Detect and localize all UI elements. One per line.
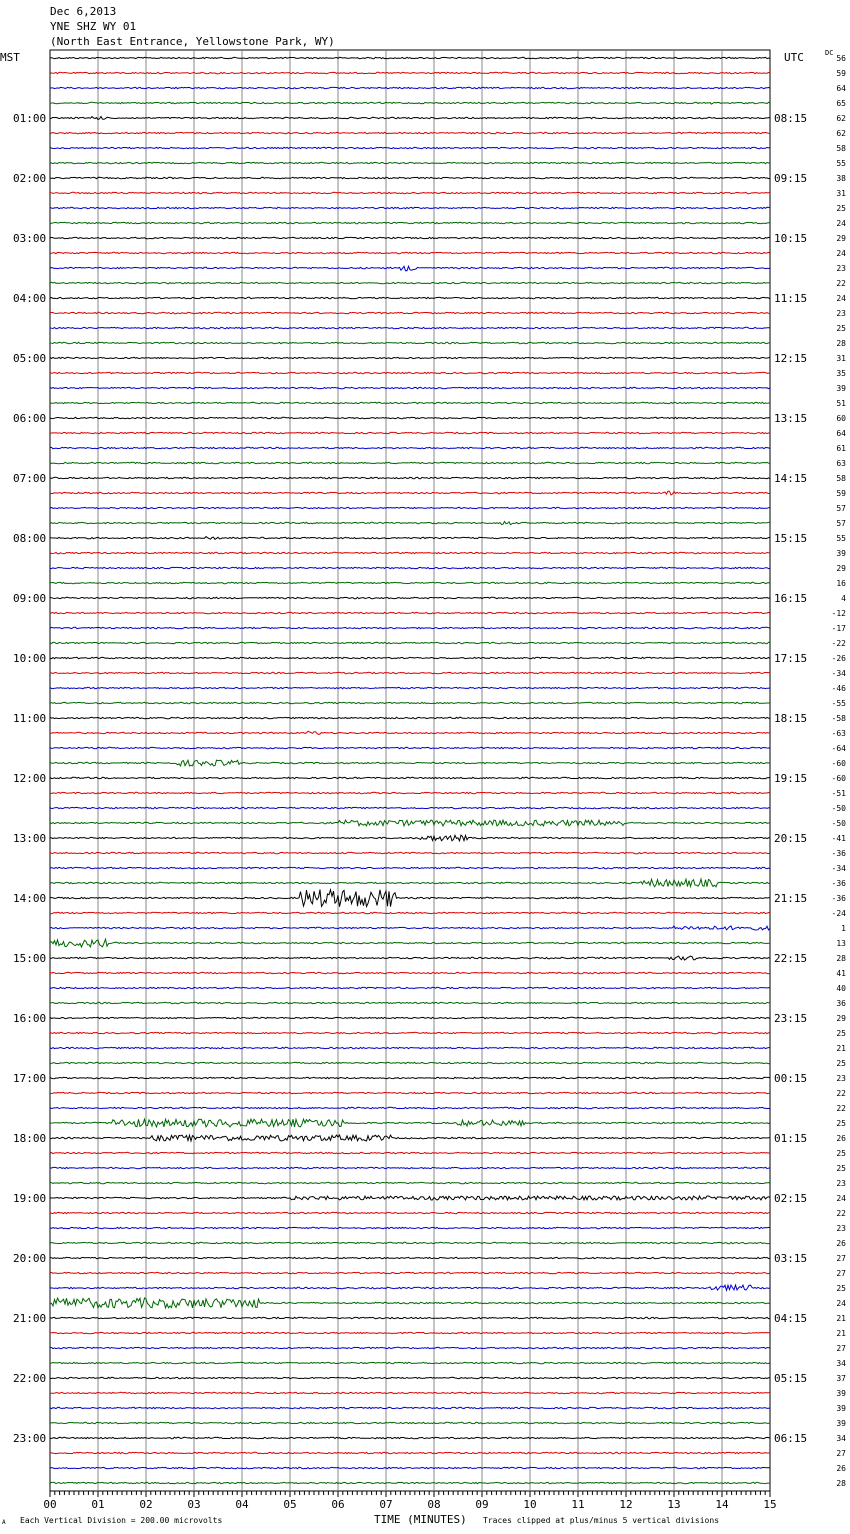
seismic-trace <box>50 1298 770 1308</box>
seismic-trace <box>50 552 770 553</box>
station-code: YNE SHZ WY 01 <box>50 20 137 33</box>
seismic-trace <box>50 162 770 163</box>
mst-hour-label: 07:00 <box>13 472 47 485</box>
dc-offset-value: 21 <box>836 1329 846 1338</box>
dc-offset-value: 22 <box>836 1209 846 1218</box>
seismic-trace <box>50 327 770 328</box>
dc-offset-value: 4 <box>841 594 846 603</box>
x-tick-label: 01 <box>91 1498 105 1511</box>
utc-hour-label: 13:15 <box>774 412 808 425</box>
dc-offset-value: 23 <box>836 1224 846 1233</box>
dc-offset-value: 41 <box>836 969 846 978</box>
seismic-trace <box>50 1119 770 1127</box>
x-tick-label: 09 <box>475 1498 489 1511</box>
dc-offset-value: 34 <box>836 1434 846 1443</box>
dc-offset-value: -34 <box>831 669 846 678</box>
seismic-trace <box>50 266 770 270</box>
dc-offset-value: 56 <box>836 54 846 63</box>
seismic-trace <box>50 792 770 793</box>
seismic-trace <box>50 1422 770 1423</box>
dc-offset-value: 26 <box>836 1464 846 1473</box>
seismic-trace <box>50 1407 770 1408</box>
dc-offset-value: -50 <box>831 804 846 813</box>
dc-offset-value: 23 <box>836 309 846 318</box>
seismic-trace <box>50 72 770 73</box>
dc-offset-value: 55 <box>836 534 846 543</box>
utc-hour-label: 01:15 <box>774 1132 808 1145</box>
dc-offset-value: -26 <box>831 654 846 663</box>
dc-offset-value: 63 <box>836 459 846 468</box>
dc-offset-value: -36 <box>831 894 846 903</box>
mst-hour-label: 20:00 <box>13 1252 47 1265</box>
dc-offset-value: -41 <box>831 834 846 843</box>
dc-offset-value: 55 <box>836 159 846 168</box>
seismic-trace <box>50 237 770 238</box>
seismic-trace <box>50 1482 770 1483</box>
seismic-trace <box>50 747 770 748</box>
utc-hour-label: 11:15 <box>774 292 808 305</box>
footer-mark: A <box>2 1519 6 1526</box>
dc-offset-value: 38 <box>836 174 846 183</box>
seismic-trace <box>50 1452 770 1453</box>
dc-offset-value: 60 <box>836 414 846 423</box>
x-tick-label: 14 <box>715 1498 729 1511</box>
seismic-trace <box>50 1257 770 1258</box>
mst-hour-label: 09:00 <box>13 592 47 605</box>
dc-offset-value: 25 <box>836 1119 846 1128</box>
seismic-trace <box>50 760 770 766</box>
seismic-trace <box>50 1227 770 1228</box>
utc-hour-label: 21:15 <box>774 892 808 905</box>
utc-hour-label: 20:15 <box>774 832 808 845</box>
seismic-trace <box>50 1317 770 1318</box>
x-tick-label: 02 <box>139 1498 153 1511</box>
dc-offset-value: 24 <box>836 249 846 258</box>
seismic-trace <box>50 522 770 525</box>
dc-offset-value: 65 <box>836 99 846 108</box>
dc-offset-value: 26 <box>836 1239 846 1248</box>
utc-hour-label: 22:15 <box>774 952 808 965</box>
seismic-trace <box>50 1347 770 1348</box>
mst-hour-label: 10:00 <box>13 652 47 665</box>
mst-hour-label: 03:00 <box>13 232 47 245</box>
dc-offset-value: 37 <box>836 1374 846 1383</box>
mst-hour-label: 14:00 <box>13 892 47 905</box>
seismic-trace <box>50 537 770 540</box>
dc-offset-value: 39 <box>836 1404 846 1413</box>
dc-offset-value: 22 <box>836 279 846 288</box>
utc-hour-label: 17:15 <box>774 652 808 665</box>
x-tick-label: 11 <box>571 1498 585 1511</box>
seismic-trace <box>50 835 770 841</box>
seismic-trace <box>50 57 770 58</box>
dc-offset-value: -12 <box>831 609 846 618</box>
dc-offset-value: -60 <box>831 774 846 783</box>
station-location: (North East Entrance, Yellowstone Park, WY) <box>50 35 335 48</box>
dc-offset-value: 23 <box>836 1179 846 1188</box>
dc-offset-value: 25 <box>836 1029 846 1038</box>
seismic-trace <box>50 491 770 495</box>
seismic-trace <box>50 867 770 868</box>
utc-hour-label: 05:15 <box>774 1372 808 1385</box>
vertical-division-note: Each Vertical Division = 200.00 microvolts <box>20 1516 223 1525</box>
seismic-trace <box>50 222 770 223</box>
dc-offset-value: 31 <box>836 354 846 363</box>
seismic-trace <box>50 926 770 930</box>
seismic-trace <box>50 1285 770 1290</box>
seismic-trace <box>50 939 770 947</box>
seismic-trace <box>50 890 770 907</box>
seismic-trace <box>50 672 770 673</box>
dc-offset-value: -55 <box>831 699 846 708</box>
dc-offset-value: 22 <box>836 1104 846 1113</box>
seismic-trace <box>50 477 770 478</box>
utc-hour-label: 09:15 <box>774 172 808 185</box>
utc-hour-label: 18:15 <box>774 712 808 725</box>
seismic-trace <box>50 731 770 734</box>
dc-offset-value: 58 <box>836 474 846 483</box>
dc-offset-value: 24 <box>836 294 846 303</box>
dc-offset-value: 34 <box>836 1359 846 1368</box>
dc-offset-value: 61 <box>836 444 846 453</box>
mst-hour-label: 08:00 <box>13 532 47 545</box>
seismic-trace <box>50 1062 770 1063</box>
dc-offset-value: 29 <box>836 564 846 573</box>
seismic-trace <box>50 879 770 887</box>
seismic-trace <box>50 1107 770 1108</box>
dc-offset-value: 23 <box>836 1074 846 1083</box>
seismic-trace <box>50 1196 770 1200</box>
seismic-trace <box>50 1467 770 1468</box>
mst-hour-label: 04:00 <box>13 292 47 305</box>
seismic-trace <box>50 207 770 208</box>
dc-offset-value: 27 <box>836 1449 846 1458</box>
seismic-trace <box>50 972 770 973</box>
mst-hour-label: 05:00 <box>13 352 47 365</box>
seismic-trace <box>50 642 770 643</box>
utc-hour-label: 23:15 <box>774 1012 808 1025</box>
dc-offset-value: 29 <box>836 234 846 243</box>
seismic-trace <box>50 132 770 133</box>
dc-offset-value: 64 <box>836 84 846 93</box>
x-tick-label: 12 <box>619 1498 633 1511</box>
utc-hour-label: 03:15 <box>774 1252 808 1265</box>
dc-offset-value: -64 <box>831 744 846 753</box>
dc-offset-value: 39 <box>836 1419 846 1428</box>
seismic-trace <box>50 717 770 718</box>
utc-hour-label: 02:15 <box>774 1192 808 1205</box>
dc-label: DC <box>825 49 834 57</box>
dc-offset-value: 25 <box>836 1284 846 1293</box>
x-tick-label: 00 <box>43 1498 57 1511</box>
dc-offset-value: 62 <box>836 114 846 123</box>
seismic-trace <box>50 1167 770 1168</box>
mst-hour-label: 18:00 <box>13 1132 47 1145</box>
seismic-trace <box>50 1377 770 1378</box>
x-tick-label: 03 <box>187 1498 201 1511</box>
seismic-trace <box>50 987 770 988</box>
x-tick-label: 08 <box>427 1498 441 1511</box>
seismic-trace <box>50 687 770 688</box>
seismic-trace <box>50 402 770 403</box>
dc-offset-value: 28 <box>836 339 846 348</box>
x-axis-title: TIME (MINUTES) <box>374 1513 467 1526</box>
seismic-trace <box>50 102 770 104</box>
seismic-trace <box>50 447 770 448</box>
seismic-trace <box>50 820 770 826</box>
seismic-trace <box>50 432 770 433</box>
seismic-trace <box>50 657 770 658</box>
utc-hour-label: 10:15 <box>774 232 808 245</box>
seismic-trace <box>50 597 770 598</box>
dc-offset-value: 28 <box>836 1479 846 1488</box>
dc-offset-value: -50 <box>831 819 846 828</box>
seismic-trace <box>50 297 770 298</box>
dc-offset-value: 58 <box>836 144 846 153</box>
dc-offset-value: 36 <box>836 999 846 1008</box>
seismic-trace <box>50 1437 770 1438</box>
seismic-trace <box>50 1242 770 1243</box>
left-axis-label: MST <box>0 51 20 64</box>
dc-offset-value: -60 <box>831 759 846 768</box>
seismic-trace <box>50 462 770 463</box>
mst-hour-label: 17:00 <box>13 1072 47 1085</box>
seismic-trace <box>50 1135 770 1141</box>
x-tick-label: 10 <box>523 1498 537 1511</box>
dc-offset-value: -51 <box>831 789 846 798</box>
plot-frame <box>50 50 770 1491</box>
mst-hour-label: 13:00 <box>13 832 47 845</box>
right-axis-label: UTC <box>784 51 804 64</box>
dc-offset-value: -34 <box>831 864 846 873</box>
mst-hour-label: 15:00 <box>13 952 47 965</box>
seismic-trace <box>50 87 770 88</box>
seismic-trace <box>50 1032 770 1033</box>
dc-offset-value: 39 <box>836 549 846 558</box>
seismic-trace <box>50 702 770 703</box>
seismic-trace <box>50 1152 770 1153</box>
dc-offset-value: -63 <box>831 729 846 738</box>
clip-note: Traces clipped at plus/minus 5 vertical divisions <box>483 1516 720 1525</box>
dc-offset-value: -36 <box>831 849 846 858</box>
seismic-trace <box>50 1002 770 1003</box>
mst-hour-label: 06:00 <box>13 412 47 425</box>
seismic-trace <box>50 252 770 253</box>
seismic-trace <box>50 807 770 808</box>
seismic-trace <box>50 387 770 388</box>
mst-hour-label: 21:00 <box>13 1312 47 1325</box>
dc-offset-value: -17 <box>831 624 846 633</box>
dc-offset-value: -22 <box>831 639 846 648</box>
dc-offset-value: 24 <box>836 219 846 228</box>
seismic-trace <box>50 1017 770 1018</box>
dc-offset-value: 39 <box>836 384 846 393</box>
seismic-trace <box>50 1092 770 1093</box>
utc-hour-label: 08:15 <box>774 112 808 125</box>
seismic-trace <box>50 1182 770 1183</box>
utc-hour-label: 04:15 <box>774 1312 808 1325</box>
seismic-trace <box>50 417 770 418</box>
seismic-trace <box>50 1047 770 1048</box>
dc-offset-value: 31 <box>836 189 846 198</box>
seismic-trace <box>50 117 770 120</box>
seismic-trace <box>50 1332 770 1333</box>
dc-offset-value: 59 <box>836 69 846 78</box>
utc-hour-label: 00:15 <box>774 1072 808 1085</box>
dc-offset-value: 22 <box>836 1089 846 1098</box>
mst-hour-label: 19:00 <box>13 1192 47 1205</box>
seismic-trace <box>50 282 770 283</box>
dc-offset-value: 23 <box>836 264 846 273</box>
x-tick-label: 13 <box>667 1498 681 1511</box>
mst-hour-label: 12:00 <box>13 772 47 785</box>
seismic-trace <box>50 1362 770 1363</box>
dc-offset-value: 62 <box>836 129 846 138</box>
mst-hour-label: 01:00 <box>13 112 47 125</box>
x-tick-label: 04 <box>235 1498 249 1511</box>
dc-offset-value: 64 <box>836 429 846 438</box>
dc-offset-value: 21 <box>836 1314 846 1323</box>
seismic-trace <box>50 582 770 583</box>
seismic-trace <box>50 956 770 960</box>
seismic-trace <box>50 1212 770 1213</box>
utc-hour-label: 19:15 <box>774 772 808 785</box>
dc-offset-value: 25 <box>836 324 846 333</box>
dc-offset-value: 27 <box>836 1254 846 1263</box>
dc-offset-value: 24 <box>836 1299 846 1308</box>
dc-offset-value: 59 <box>836 489 846 498</box>
utc-hour-label: 06:15 <box>774 1432 808 1445</box>
dc-offset-value: -36 <box>831 879 846 888</box>
dc-offset-value: 25 <box>836 1149 846 1158</box>
seismic-trace <box>50 372 770 373</box>
mst-hour-label: 11:00 <box>13 712 47 725</box>
dc-offset-value: 51 <box>836 399 846 408</box>
mst-hour-label: 02:00 <box>13 172 47 185</box>
dc-offset-value: 35 <box>836 369 846 378</box>
seismic-trace <box>50 147 770 148</box>
dc-offset-value: 13 <box>836 939 846 948</box>
seismic-trace <box>50 612 770 613</box>
seismic-trace <box>50 357 770 358</box>
seismic-trace <box>50 507 770 508</box>
dc-offset-value: 25 <box>836 204 846 213</box>
seismic-trace <box>50 1392 770 1393</box>
x-tick-label: 15 <box>763 1498 777 1511</box>
seismic-trace <box>50 627 770 628</box>
dc-offset-value: 1 <box>841 924 846 933</box>
seismic-trace <box>50 342 770 343</box>
dc-offset-value: 16 <box>836 579 846 588</box>
utc-hour-label: 12:15 <box>774 352 808 365</box>
dc-offset-value: 21 <box>836 1044 846 1053</box>
x-tick-label: 06 <box>331 1498 345 1511</box>
dc-offset-value: 24 <box>836 1194 846 1203</box>
seismic-trace <box>50 1272 770 1273</box>
seismic-trace <box>50 1077 770 1078</box>
seismic-trace <box>50 567 770 568</box>
x-tick-label: 05 <box>283 1498 297 1511</box>
seismic-trace <box>50 177 770 178</box>
dc-offset-value: 39 <box>836 1389 846 1398</box>
utc-hour-label: 15:15 <box>774 532 808 545</box>
seismic-trace <box>50 852 770 853</box>
utc-hour-label: 14:15 <box>774 472 808 485</box>
dc-offset-value: -58 <box>831 714 846 723</box>
dc-offset-value: 26 <box>836 1134 846 1143</box>
dc-offset-value: 57 <box>836 504 846 513</box>
dc-offset-value: 25 <box>836 1059 846 1068</box>
dc-offset-value: -46 <box>831 684 846 693</box>
seismic-trace <box>50 312 770 313</box>
mst-hour-label: 23:00 <box>13 1432 47 1445</box>
dc-offset-value: 57 <box>836 519 846 528</box>
utc-hour-label: 16:15 <box>774 592 808 605</box>
dc-offset-value: 28 <box>836 954 846 963</box>
dc-offset-value: -24 <box>831 909 846 918</box>
dc-offset-value: 27 <box>836 1344 846 1353</box>
mst-hour-label: 16:00 <box>13 1012 47 1025</box>
dc-offset-value: 25 <box>836 1164 846 1173</box>
dc-offset-value: 29 <box>836 1014 846 1023</box>
seismic-trace <box>50 912 770 913</box>
dc-offset-value: 40 <box>836 984 846 993</box>
seismic-trace <box>50 192 770 193</box>
mst-hour-label: 22:00 <box>13 1372 47 1385</box>
seismic-trace <box>50 777 770 778</box>
chart-date: Dec 6,2013 <box>50 5 117 18</box>
dc-offset-value: 27 <box>836 1269 846 1278</box>
x-tick-label: 07 <box>379 1498 393 1511</box>
